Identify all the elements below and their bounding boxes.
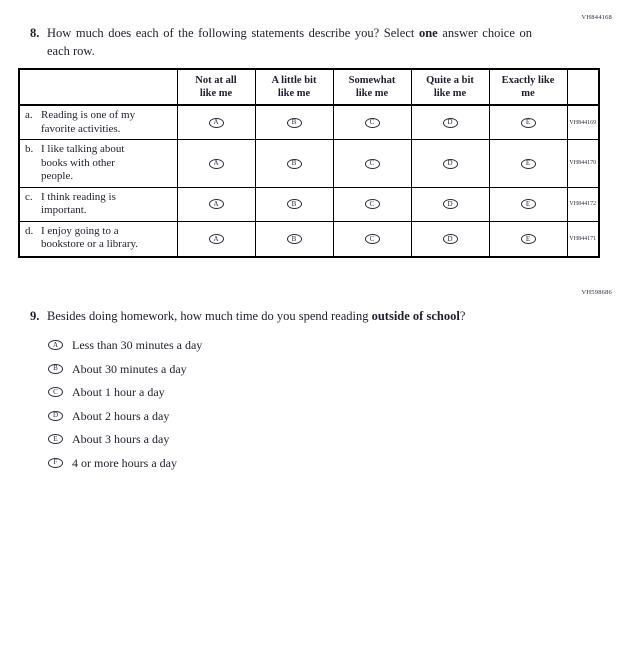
answer-oval-b[interactable] — [287, 159, 302, 169]
answer-oval-c[interactable] — [48, 387, 63, 397]
answer-oval-c[interactable] — [365, 159, 380, 169]
answer-cell — [333, 187, 411, 221]
oval-letter: D — [52, 411, 59, 419]
column-header-line: Quite a bit — [426, 75, 474, 86]
matrix-header-row — [19, 69, 599, 105]
option-label: 4 or more hours a day — [72, 455, 177, 470]
option-label: About 1 hour a day — [72, 385, 165, 399]
row-accession-code: VH844169 — [567, 105, 599, 140]
answer-oval-a[interactable] — [209, 159, 224, 169]
question9-text — [47, 307, 465, 325]
statement-cell — [19, 140, 177, 188]
answer-oval-d[interactable] — [443, 159, 458, 169]
answer-oval-d[interactable] — [443, 118, 458, 128]
column-header-line: like me — [277, 88, 311, 99]
row-letter: a. — [25, 109, 33, 121]
option-row-a — [48, 338, 202, 352]
answer-cell — [411, 105, 489, 140]
question9-text-part2: ? — [459, 309, 466, 323]
oval-letter: E — [525, 234, 531, 243]
oval-letter: A — [213, 199, 219, 208]
statement-row-b — [19, 140, 599, 188]
oval-letter: B — [53, 364, 58, 372]
question8-text-part2: answer choice on each row. — [47, 26, 532, 58]
question8-text-part1: How much does each of the following statements describe you? Select — [47, 26, 415, 40]
row-letter: c. — [25, 190, 33, 203]
option-row-c — [48, 385, 202, 399]
row-accession-code: VH844171 — [567, 221, 599, 257]
oval-letter: A — [213, 118, 219, 127]
statement-row-d — [19, 221, 599, 257]
oval-letter: C — [369, 118, 375, 127]
row-letter: b. — [25, 143, 34, 155]
question8-stem — [30, 24, 532, 60]
question8-matrix-table — [18, 68, 600, 258]
question9-accession-code: VH598686 — [581, 289, 612, 296]
answer-cell — [333, 221, 411, 257]
statement-text: I enjoy going to a bookstore or a library. — [41, 224, 139, 250]
question8-number: 8. — [30, 26, 40, 40]
answer-oval-b[interactable] — [48, 364, 63, 374]
answer-oval-d[interactable] — [443, 199, 458, 209]
answer-oval-e[interactable] — [48, 434, 63, 444]
question9-options — [48, 338, 202, 479]
option-row-d — [48, 409, 202, 423]
statement-text: I like talking about books with other people. — [41, 143, 125, 182]
oval-letter: E — [53, 434, 58, 443]
oval-letter: C — [369, 234, 375, 243]
answer-oval-b[interactable] — [287, 118, 302, 128]
oval-letter: D — [447, 199, 453, 208]
answer-oval-e[interactable] — [521, 234, 536, 244]
statement-cell — [19, 105, 177, 140]
answer-cell — [255, 221, 333, 257]
option-label: Less than 30 minutes a day — [72, 338, 203, 352]
statement-text: I think reading is important. — [41, 190, 116, 216]
option-label: About 30 minutes a day — [72, 361, 187, 376]
answer-oval-f[interactable] — [48, 458, 63, 468]
oval-letter: D — [447, 234, 453, 243]
oval-letter: D — [447, 118, 453, 127]
option-row-f — [48, 456, 202, 470]
question9-number: 9. — [30, 309, 40, 323]
answer-oval-c[interactable] — [365, 234, 380, 244]
answer-oval-c[interactable] — [365, 199, 380, 209]
answer-oval-a[interactable] — [209, 199, 224, 209]
column-header-line: me — [521, 88, 535, 99]
answer-cell — [411, 140, 489, 188]
answer-oval-c[interactable] — [365, 118, 380, 128]
column-header-not-at-all — [177, 69, 255, 105]
answer-oval-d[interactable] — [443, 234, 458, 244]
answer-cell — [177, 187, 255, 221]
oval-letter: A — [52, 340, 59, 349]
column-header-line: A little bit — [271, 75, 317, 86]
oval-letter: B — [291, 199, 297, 208]
column-header-line: like me — [433, 88, 467, 99]
question9-stem — [30, 307, 590, 325]
statement-text: Reading is one of my favorite activities. — [41, 109, 136, 135]
column-header-line: like me — [355, 88, 389, 99]
oval-letter: E — [525, 159, 531, 168]
answer-cell — [411, 221, 489, 257]
option-label: About 2 hours a day — [72, 408, 170, 423]
answer-cell — [489, 140, 567, 188]
column-header-line: Exactly like — [501, 75, 555, 86]
oval-letter: C — [369, 199, 375, 208]
matrix-code-header-cell — [567, 69, 599, 105]
answer-oval-b[interactable] — [287, 234, 302, 244]
answer-oval-e[interactable] — [521, 118, 536, 128]
oval-letter: E — [525, 199, 531, 208]
column-header-a-little-bit — [255, 69, 333, 105]
row-accession-code: VH844170 — [567, 140, 599, 188]
column-header-line: Somewhat — [348, 75, 396, 86]
option-row-e — [48, 432, 202, 446]
column-header-quite-a-bit — [411, 69, 489, 105]
matrix-corner-cell — [19, 69, 177, 105]
answer-cell — [177, 105, 255, 140]
answer-oval-a[interactable] — [48, 340, 63, 350]
question9-text-part1: Besides doing homework, how much time do you spend reading — [47, 309, 369, 323]
answer-cell — [177, 140, 255, 188]
row-letter: d. — [25, 224, 34, 237]
question8-bold-word: one — [418, 26, 438, 40]
oval-letter: B — [291, 118, 297, 127]
answer-cell — [255, 140, 333, 188]
answer-cell — [333, 140, 411, 188]
statement-cell — [19, 221, 177, 257]
answer-cell — [255, 105, 333, 140]
oval-letter: A — [213, 159, 219, 168]
answer-cell — [489, 105, 567, 140]
oval-letter: C — [369, 159, 375, 168]
row-accession-code: VH844172 — [567, 187, 599, 221]
answer-oval-a[interactable] — [209, 118, 224, 128]
column-header-exactly-like — [489, 69, 567, 105]
statement-row-a — [19, 105, 599, 140]
answer-oval-e[interactable] — [521, 159, 536, 169]
answer-cell — [489, 187, 567, 221]
answer-oval-b[interactable] — [287, 199, 302, 209]
answer-oval-a[interactable] — [209, 234, 224, 244]
answer-oval-d[interactable] — [48, 411, 63, 421]
option-row-b — [48, 362, 202, 376]
question8-accession-code: VH844168 — [581, 14, 612, 21]
answer-cell — [411, 187, 489, 221]
column-header-somewhat — [333, 69, 411, 105]
oval-letter: C — [53, 387, 58, 396]
answer-cell — [333, 105, 411, 140]
answer-oval-e[interactable] — [521, 199, 536, 209]
oval-letter: E — [525, 118, 531, 127]
statement-row-c — [19, 187, 599, 221]
column-header-line: like me — [199, 88, 233, 99]
oval-letter: D — [447, 159, 453, 168]
option-label: About 3 hours a day — [72, 432, 170, 446]
oval-letter: B — [291, 234, 297, 243]
answer-cell — [489, 221, 567, 257]
question9-bold-phrase: outside of school — [371, 309, 460, 323]
question8-text — [47, 24, 532, 60]
answer-cell — [177, 221, 255, 257]
statement-cell — [19, 187, 177, 221]
oval-letter: A — [213, 234, 219, 243]
answer-cell — [255, 187, 333, 221]
oval-letter: B — [291, 159, 297, 168]
oval-letter: F — [53, 458, 58, 466]
column-header-line: Not at all — [195, 75, 237, 86]
